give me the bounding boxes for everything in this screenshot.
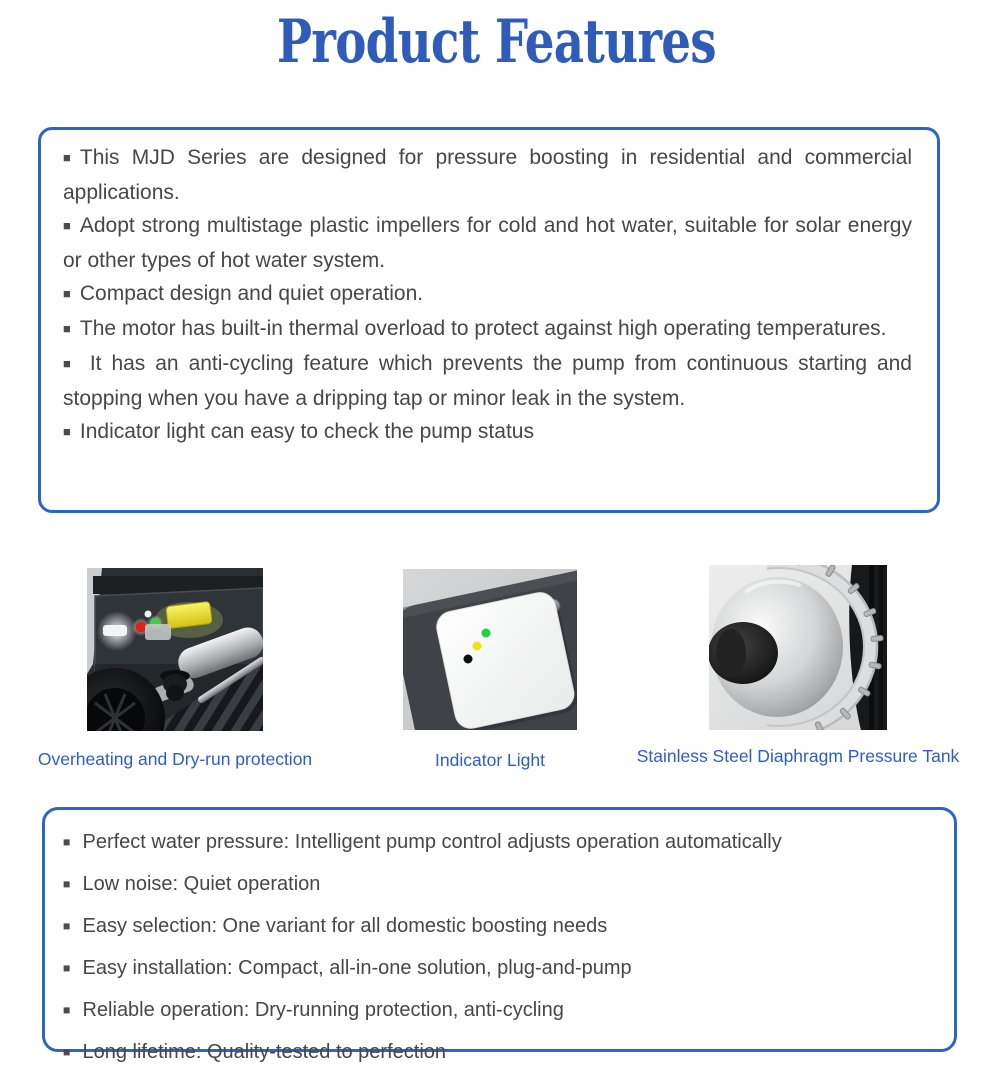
- benefit-text: Long lifetime: Quality-tested to perfection: [82, 1041, 447, 1063]
- benefit-text: Easy installation: Compact, all-in-one solution, plug-and-pump: [82, 957, 632, 979]
- overheating-protection-figure: [37, 568, 313, 769]
- benefit-item: [63, 906, 934, 948]
- benefit-text: Reliable operation: Dry-running protection, anti-cycling: [82, 999, 564, 1021]
- indicator-light-figure: [403, 569, 577, 770]
- benefit-box: [42, 807, 957, 1063]
- bullet-icon: ■: [63, 961, 71, 975]
- bullet-icon: ■: [63, 356, 71, 371]
- bullet-icon: ■: [63, 919, 71, 933]
- bullet-icon: ■: [63, 1045, 71, 1059]
- bullet-icon: ■: [63, 286, 71, 301]
- feature-text: Adopt strong multistage plastic impellers for cold and hot water, suitable for solar energy or other types of hot water system.: [63, 214, 912, 272]
- indicator-light-image: [403, 569, 577, 730]
- bullet-icon: ■: [63, 321, 71, 336]
- overheating-dry-run-protection-image: [87, 568, 263, 731]
- feature-item: [63, 312, 912, 347]
- feature-item: [63, 141, 912, 209]
- benefit-item: [63, 1032, 934, 1074]
- benefit-text: Low noise: Quiet operation: [82, 873, 321, 895]
- bullet-icon: ■: [63, 150, 71, 165]
- benefit-text: Easy selection: One variant for all domestic boosting needs: [82, 915, 608, 937]
- feature-text: The motor has built-in thermal overload to protect against high operating temperatures.: [79, 317, 887, 340]
- image-caption: Overheating and Dry-run protection: [37, 749, 313, 769]
- feature-text: It has an anti-cycling feature which prevents the pump from continuous starting and stopping when you have a dripping tap or minor leak in the system.: [63, 352, 912, 410]
- feature-item: [63, 209, 912, 277]
- feature-box: [38, 127, 940, 513]
- image-caption: Indicator Light: [435, 750, 545, 770]
- feature-text: Indicator light can easy to check the pump status: [79, 420, 534, 443]
- benefit-item: [63, 990, 934, 1032]
- feature-text: This MJD Series are designed for pressure boosting in residential and commercial applications.: [63, 146, 912, 204]
- bullet-icon: ■: [63, 218, 71, 233]
- pressure-tank-figure: [636, 565, 960, 766]
- feature-item: [63, 347, 912, 415]
- image-caption: Stainless Steel Diaphragm Pressure Tank: [636, 746, 960, 766]
- feature-item: [63, 415, 912, 450]
- benefit-item: [63, 864, 934, 906]
- bullet-icon: ■: [63, 835, 71, 849]
- benefit-item: [63, 822, 934, 864]
- benefit-item: [63, 948, 934, 990]
- feature-text: Compact design and quiet operation.: [79, 282, 424, 305]
- title-row: [0, 8, 992, 76]
- pressure-tank-image: [709, 565, 887, 730]
- feature-item: [63, 277, 912, 312]
- benefit-text: Perfect water pressure: Intelligent pump control adjusts operation automatically: [82, 831, 782, 853]
- bullet-icon: ■: [63, 1003, 71, 1017]
- page-title: Product Features: [276, 7, 716, 77]
- bullet-icon: ■: [63, 877, 71, 891]
- bullet-icon: ■: [63, 424, 71, 439]
